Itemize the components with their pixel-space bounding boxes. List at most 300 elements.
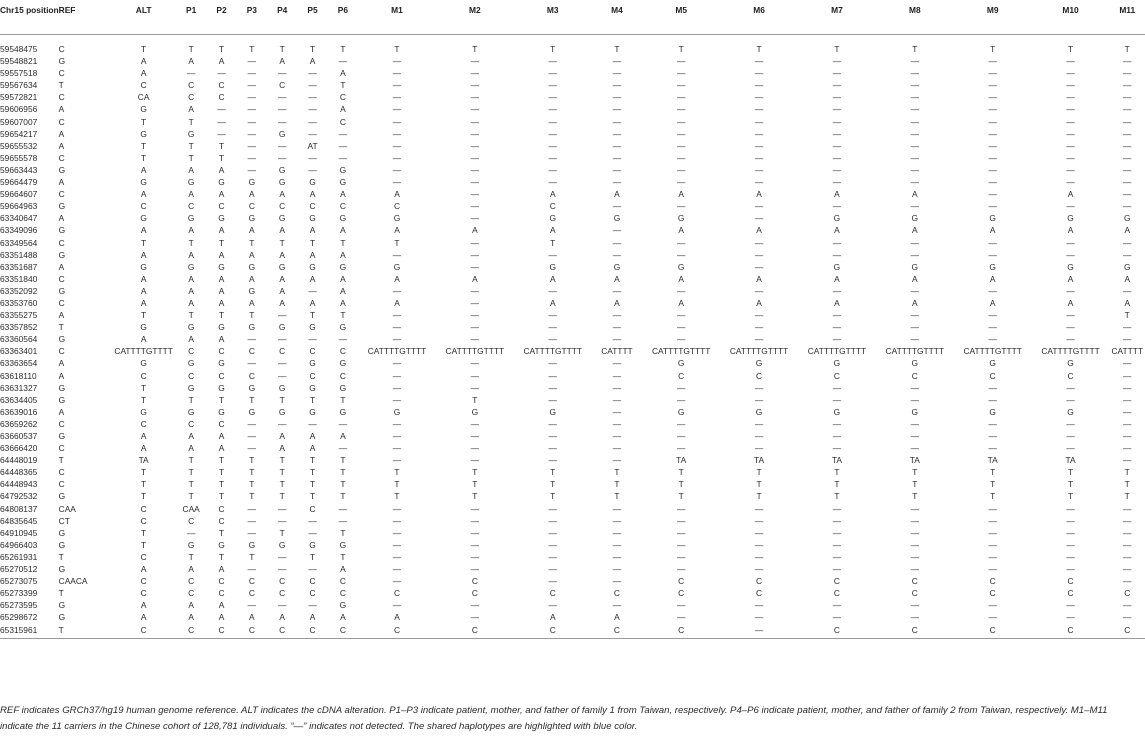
table-cell: G [140, 177, 147, 188]
position-cell: 63363654 [0, 358, 38, 369]
table-cell: T [141, 382, 147, 393]
table-row [0, 430, 1145, 442]
table-cell: C [58, 346, 65, 357]
table-cell: C [188, 370, 195, 381]
table-cell: — [1123, 322, 1132, 333]
table-cell: — [754, 201, 764, 212]
table-cell: — [676, 394, 686, 405]
table-cell: T [1067, 467, 1074, 478]
table-cell: — [612, 382, 622, 393]
table-cell: A [989, 297, 996, 308]
table-cell: T [279, 455, 285, 466]
table-cell: T [249, 479, 255, 490]
table-cell: A [279, 297, 285, 308]
table-cell: — [247, 152, 257, 163]
table-cell: — [754, 237, 764, 248]
table-cell: — [247, 418, 257, 429]
table-cell: — [988, 310, 997, 321]
table-row [0, 164, 1145, 176]
table-cell: — [308, 104, 317, 115]
table-cell: — [338, 443, 348, 454]
column-header: M8 [908, 5, 921, 15]
table-cell: G [218, 539, 225, 550]
table-row [0, 442, 1145, 454]
table-cell: G [309, 177, 316, 188]
table-cell: A [1067, 189, 1074, 200]
table-cell: A [309, 273, 316, 284]
table-cell: T [912, 479, 918, 490]
table-cell: — [832, 564, 842, 575]
table-cell: G [187, 382, 195, 393]
table-cell: — [548, 177, 557, 188]
table-cell: A [756, 297, 762, 308]
table-cell: G [339, 164, 347, 175]
table-cell: A [340, 273, 346, 284]
table-cell: A [249, 273, 255, 284]
table-cell: — [392, 152, 402, 163]
table-cell: — [676, 431, 686, 441]
column-header: P1 [186, 5, 197, 15]
table-cell: T [218, 237, 225, 248]
table-cell: — [247, 527, 257, 538]
table-cell: — [754, 394, 764, 405]
table-cell: — [612, 370, 622, 381]
table-cell: T [340, 455, 346, 466]
table-cell: A [309, 443, 316, 454]
table-cell: A [249, 189, 255, 200]
table-cell: A [549, 189, 556, 200]
table-row [0, 478, 1145, 490]
table-cell: CA [137, 92, 150, 103]
table-cell: — [754, 612, 764, 623]
position-cell: 63660537 [0, 431, 38, 441]
table-cell: — [392, 68, 402, 79]
table-cell: — [548, 249, 557, 260]
table-cell: T [309, 455, 316, 466]
table-cell: — [988, 285, 997, 296]
table-cell: — [612, 334, 622, 345]
table-cell: — [910, 612, 919, 623]
table-cell: T [141, 152, 147, 163]
table-cell: G [58, 249, 66, 260]
table-cell: — [754, 261, 764, 272]
table-cell: T [550, 467, 556, 478]
table-cell: A [912, 297, 918, 308]
table-cell: G [339, 406, 347, 417]
position-cell: 65273595 [0, 600, 38, 611]
table-cell: — [1066, 68, 1075, 79]
table-cell: — [392, 80, 402, 91]
column-header: M4 [611, 5, 623, 15]
table-cell: C [58, 418, 65, 429]
table-cell: — [470, 177, 480, 188]
table-cell: A [188, 443, 194, 454]
table-cell: C [58, 273, 65, 284]
table-cell: G [1067, 213, 1074, 224]
table-cell: G [989, 213, 996, 224]
table-cell: C [1124, 588, 1131, 599]
table-cell: — [676, 177, 686, 188]
table-cell: — [988, 152, 997, 163]
table-cell: — [217, 128, 226, 139]
table-cell: T [678, 467, 684, 478]
table-cell: — [470, 140, 480, 151]
table-cell: — [676, 539, 686, 550]
table-row [0, 527, 1145, 539]
position-cell: 64910945 [0, 527, 38, 538]
table-cell: — [832, 80, 842, 91]
table-cell: A [188, 334, 194, 345]
table-cell: — [548, 382, 557, 393]
table-cell: — [1123, 164, 1132, 175]
position-cell: 63351687 [0, 261, 38, 272]
table-cell: — [308, 285, 317, 296]
table-row [0, 503, 1145, 515]
table-cell: C [58, 443, 65, 454]
table-row [0, 394, 1145, 406]
table-cell: — [1066, 201, 1075, 212]
table-cell: — [910, 600, 919, 611]
table-header-row [0, 0, 1145, 35]
table-cell: C [339, 346, 346, 357]
table-cell: — [612, 80, 622, 91]
table-cell: G [339, 358, 347, 369]
table-cell: T [218, 551, 225, 562]
table-row [0, 261, 1145, 273]
table-row [0, 35, 1145, 56]
table-cell: — [988, 80, 997, 91]
table-cell: — [392, 418, 402, 429]
table-cell: — [910, 104, 919, 115]
table-cell: T [394, 467, 400, 478]
table-cell: G [187, 128, 195, 139]
table-cell: C [218, 515, 225, 526]
table-cell: A [140, 249, 147, 260]
table-cell: C [471, 576, 478, 587]
table-cell: A [140, 225, 147, 236]
table-cell: A [218, 285, 225, 296]
table-cell: T [1124, 479, 1130, 490]
table-cell: — [988, 418, 997, 429]
table-cell: A [549, 612, 556, 623]
table-cell: A [834, 297, 840, 308]
table-cell: C [393, 201, 401, 212]
table-cell: — [548, 394, 557, 405]
table-cell: G [278, 164, 286, 175]
table-cell: T [550, 237, 556, 248]
table-cell: — [988, 515, 997, 526]
position-cell: 64448943 [0, 479, 38, 490]
position-cell: 59548821 [0, 56, 38, 67]
table-cell: A [58, 104, 65, 115]
table-cell: G [218, 261, 225, 272]
table-cell: — [338, 140, 348, 151]
table-cell: — [308, 600, 317, 611]
table-cell: A [188, 431, 194, 441]
table-cell: — [247, 334, 257, 345]
table-cell: T [550, 44, 556, 54]
column-header: M1 [391, 5, 403, 15]
table-cell: C [309, 576, 316, 587]
table-cell: — [1066, 92, 1075, 103]
table-cell: — [612, 225, 622, 236]
table-cell: — [988, 503, 997, 514]
table-cell: — [754, 443, 764, 454]
table-cell: — [470, 370, 480, 381]
table-cell: G [911, 358, 919, 369]
table-cell: — [676, 164, 686, 175]
table-cell: T [394, 44, 400, 54]
table-cell: C [279, 588, 286, 599]
table-cell: — [247, 92, 257, 103]
table-cell: T [912, 491, 918, 502]
table-cell: G [248, 406, 256, 417]
table-cell: A [58, 406, 65, 417]
table-cell: G [613, 261, 621, 272]
table-cell: T [188, 140, 194, 151]
table-cell: — [832, 418, 842, 429]
table-row [0, 515, 1145, 527]
table-cell: — [676, 564, 686, 575]
table-cell: T [218, 310, 225, 321]
table-cell: G [1067, 406, 1074, 417]
table-cell: CATTTTGTTTT [1041, 346, 1100, 357]
table-cell: A [140, 443, 147, 454]
table-cell: — [754, 600, 764, 611]
table-cell: — [1123, 382, 1132, 393]
table-cell: — [1123, 394, 1132, 405]
table-cell: G [833, 213, 841, 224]
table-cell: G [187, 213, 195, 224]
table-cell: — [612, 551, 622, 562]
table-cell: — [470, 92, 480, 103]
table-cell: — [676, 334, 686, 345]
table-cell: T [756, 44, 762, 54]
table-cell: T [834, 44, 840, 54]
table-cell: T [218, 152, 225, 163]
table-cell: A [140, 164, 147, 175]
table-cell: A [912, 273, 918, 284]
table-cell: — [548, 564, 557, 575]
table-cell: C [140, 201, 147, 212]
table-cell: — [1066, 515, 1075, 526]
column-header: P4 [277, 5, 288, 15]
table-cell: CATTTT [601, 346, 633, 357]
table-cell: G [58, 56, 66, 67]
table-cell: C [309, 370, 316, 381]
table-cell: C [58, 479, 65, 490]
table-cell: — [1123, 152, 1132, 163]
table-cell: — [392, 164, 402, 175]
table-cell: G [58, 612, 66, 623]
table-cell: A [188, 104, 194, 115]
table-row [0, 370, 1145, 382]
table-cell: A [188, 297, 194, 308]
table-cell: — [612, 564, 622, 575]
table-cell: C [1067, 370, 1074, 381]
table-cell: C [1109, 624, 1145, 639]
table-cell: — [278, 92, 287, 103]
table-cell: G [278, 322, 286, 333]
table-cell: T [394, 237, 400, 248]
table-cell: — [470, 358, 480, 369]
table-cell: — [754, 213, 764, 224]
table-cell: G [309, 213, 316, 224]
table-cell: — [278, 310, 287, 321]
table-cell: — [470, 443, 480, 454]
table-body [0, 35, 1145, 639]
table-cell: G [989, 358, 996, 369]
table-cell: — [1066, 80, 1075, 91]
table-cell: A [340, 189, 346, 200]
table-cell: — [676, 68, 686, 79]
table-cell: A [1124, 225, 1131, 236]
table-cell: A [1124, 297, 1131, 308]
table-cell: C [756, 588, 763, 599]
position-cell: 65315961 [0, 624, 59, 639]
table-cell: — [910, 201, 919, 212]
column-header: P5 [307, 5, 318, 15]
table-cell: — [832, 612, 842, 623]
table-cell: C [206, 624, 236, 639]
table-cell: — [338, 515, 348, 526]
table-cell: — [832, 177, 842, 188]
table-cell: — [676, 285, 686, 296]
table-cell: A [394, 297, 400, 308]
table-cell: — [278, 358, 287, 369]
table-cell: — [308, 80, 317, 91]
table-cell: G [140, 358, 147, 369]
table-cell: — [392, 358, 402, 369]
table-cell: A [912, 189, 918, 200]
table-cell: — [988, 382, 997, 393]
table-cell: C [248, 588, 255, 599]
table-cell: — [676, 201, 686, 212]
table-cell: A [58, 261, 65, 272]
table-cell: — [910, 527, 919, 538]
table-cell: A [394, 225, 400, 236]
table-cell: — [910, 164, 919, 175]
table-row [0, 406, 1145, 418]
table-cell: C [514, 624, 592, 639]
table-cell: G [58, 334, 66, 345]
table-cell: — [1066, 394, 1075, 405]
table-cell: T [1067, 491, 1074, 502]
table-cell: A [678, 189, 684, 200]
table-cell: T [309, 467, 316, 478]
table-cell: — [470, 334, 480, 345]
table-cell: T [249, 394, 255, 405]
table-cell: G [989, 261, 996, 272]
table-cell: T [678, 479, 684, 490]
table-cell: G [339, 322, 347, 333]
table-cell: C [140, 588, 147, 599]
table-cell: — [910, 443, 919, 454]
table-cell: — [988, 527, 997, 538]
table-cell: — [1066, 140, 1075, 151]
table-cell: C [140, 370, 147, 381]
table-cell: TA [754, 455, 765, 466]
table-cell: — [392, 527, 402, 538]
table-cell: — [548, 92, 557, 103]
table-cell: — [1123, 431, 1132, 441]
table-cell: G [309, 261, 316, 272]
table-cell: — [832, 503, 842, 514]
table-cell: — [548, 80, 557, 91]
table-cell: — [988, 431, 997, 441]
table-cell: T [1124, 44, 1130, 54]
table-cell: — [754, 56, 764, 67]
table-cell: A [340, 285, 346, 296]
table-cell: A [834, 225, 840, 236]
table-cell: — [676, 104, 686, 115]
table-cell: — [612, 527, 622, 538]
table-cell: A [309, 431, 316, 441]
table-cell: A [249, 249, 255, 260]
table-cell: A [614, 273, 620, 284]
table-cell: — [1123, 564, 1132, 575]
table-cell: C [248, 576, 255, 587]
table-cell: AT [307, 140, 318, 151]
table-cell: — [548, 443, 557, 454]
table-cell: A [58, 370, 65, 381]
table-cell: — [832, 164, 842, 175]
table-row [0, 152, 1145, 164]
table-cell: — [470, 164, 480, 175]
table-row [0, 224, 1145, 236]
table-cell: C [176, 624, 206, 639]
table-cell: T [58, 551, 64, 562]
table-cell: — [247, 515, 257, 526]
table-cell: T [340, 479, 346, 490]
table-cell: — [548, 128, 557, 139]
table-cell: — [754, 68, 764, 79]
table-cell: T [834, 491, 840, 502]
table-cell: CATTTTGTTTT [523, 346, 582, 357]
position-cell: 63349096 [0, 225, 38, 236]
table-cell: A [834, 273, 840, 284]
table-cell: C [309, 503, 316, 514]
table-cell: — [548, 285, 557, 296]
table-cell: G [218, 177, 225, 188]
table-cell: T [218, 394, 225, 405]
table-cell: — [754, 322, 764, 333]
table-cell: C [188, 201, 195, 212]
table-cell: A [309, 612, 316, 623]
table-cell: A [279, 273, 285, 284]
table-cell: — [338, 334, 348, 345]
table-cell: — [392, 140, 402, 151]
table-cell: — [612, 503, 622, 514]
table-cell: — [548, 515, 557, 526]
table-cell: — [392, 443, 402, 454]
table-cell: — [988, 164, 997, 175]
table-cell: C [911, 370, 918, 381]
table-cell: G [278, 128, 286, 139]
table-cell: — [548, 164, 557, 175]
table-cell: C [188, 588, 195, 599]
table-cell: A [279, 249, 285, 260]
table-cell: — [832, 249, 842, 260]
table-cell: C [58, 92, 65, 103]
table-cell: — [247, 80, 257, 91]
table-cell: G [58, 285, 66, 296]
table-cell: — [910, 551, 919, 562]
table-cell: T [472, 44, 478, 54]
table-cell: — [392, 128, 402, 139]
table-cell: — [392, 503, 402, 514]
table-cell: A [756, 225, 762, 236]
